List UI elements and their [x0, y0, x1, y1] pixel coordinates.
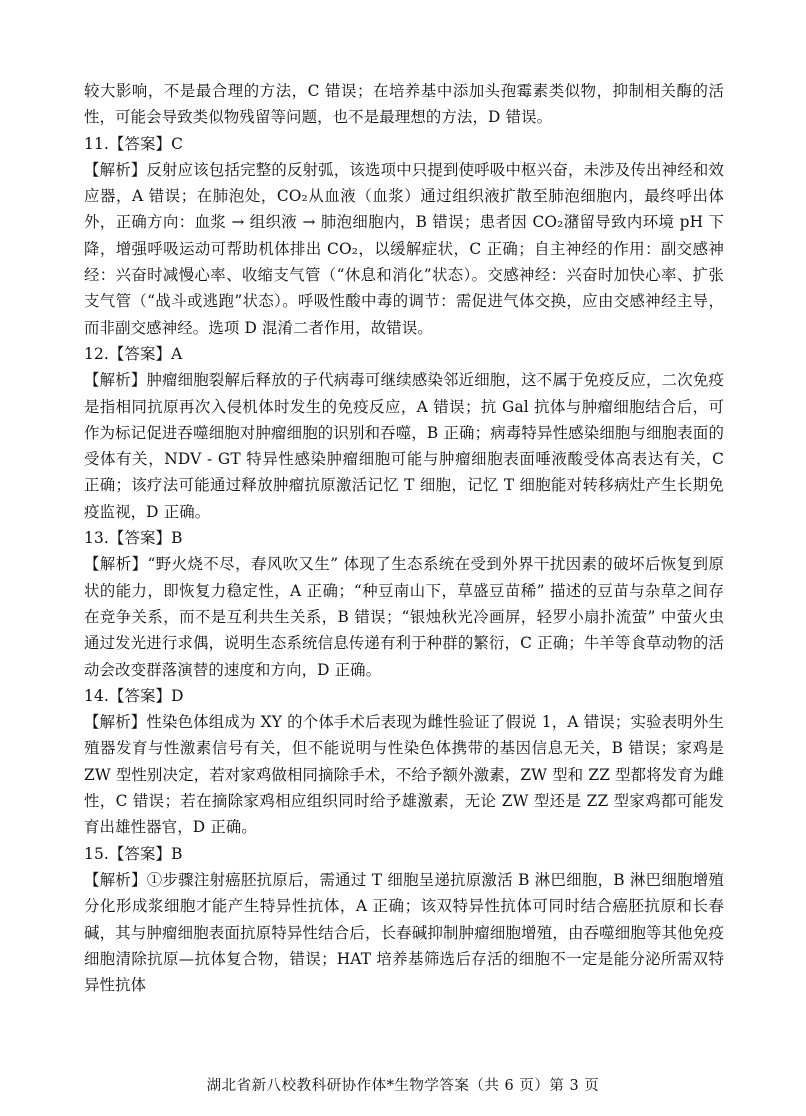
answer-14: 14.【答案】D	[84, 686, 184, 705]
answer-12: 12.【答案】A	[84, 344, 183, 363]
document-body	[84, 78, 724, 998]
answer-13: 13.【答案】B	[84, 529, 183, 548]
analysis-11: 【解析】反射应该包括完整的反射弧，该选项中只提到使呼吸中枢兴奋，未涉及传出神经和效应器，A 错误；在肺泡处，CO₂从血液（血浆）通过组织液扩散至肺泡细胞内，最终呼出体外，正确方向：血浆 → 组织液 → 肺泡细胞内，B 错误；患者因 CO₂潴留导致内环境 pH 下降，增强呼吸运动可帮助机体排出 CO₂，以缓解症状，C 正确；自主神经的作用：副交感神经：兴奋时减慢心率、收缩支气管（“休息和消化”状态）。交感神经：兴奋时加快心率、扩张支气管（“战斗或逃跑”状态）。呼吸性酸中毒的调节：需促进气体交换，应由交感神经主导，而非副交感神经。选项 D 混淆二者作用，故错误。	[84, 160, 724, 337]
analysis-14: 【解析】性染色体组成为 XY 的个体手术后表现为雌性验证了假说 1，A 错误；实验表明外生殖器发育与性激素信号有关，但不能说明与性染色体携带的基因信息无关，B 错误；家鸡是 ZW 型性别决定，若对家鸡做相同摘除手术，不给予额外激素，ZW 型和 ZZ 型都将发育为雌性，C 错误；若在摘除家鸡相应组织同时给予雄激素，无论 ZW 型还是 ZZ 型家鸡都可能发育出雄性器官，D 正确。	[84, 713, 724, 837]
paragraph-10-continued: 较大影响，不是最合理的方法，C 错误；在培养基中添加头孢霉素类似物，抑制相关酶的活性，可能会导致类似物残留等问题，也不是最理想的方法，D 错误。	[84, 82, 724, 127]
answer-15: 15.【答案】B	[84, 844, 183, 863]
page-footer: 湖北省新八校教科研协作体*生物学答案（共 6 页）第 3 页	[206, 1078, 600, 1094]
analysis-12: 【解析】肿瘤细胞裂解后释放的子代病毒可继续感染邻近细胞，这不属于免疫反应，二次免疫是指相同抗原再次入侵机体时发生的免疫反应，A 错误；抗 Gal 抗体与肿瘤细胞结合后，可作为标记促进吞噬细胞对肿瘤细胞的识别和吞噬，B 正确；病毒特异性感染细胞与细胞表面的受体有关，NDV - GT 特异性感染肿瘤细胞可能与肿瘤细胞表面唾液酸受体高表达有关，C 正确；该疗法可能通过释放肿瘤抗原激活记忆 T 细胞，记忆 T 细胞能对转移病灶产生长期免疫监视，D 正确。	[84, 371, 724, 521]
answer-11: 11.【答案】C	[84, 134, 184, 153]
analysis-15: 【解析】①步骤注射癌胚抗原后，需通过 T 细胞呈递抗原激活 B 淋巴细胞，B 淋巴细胞增殖分化形成浆细胞才能产生特异性抗体，A 正确；该双特异性抗体可同时结合癌胚抗原和长春碱，其与肿瘤细胞表面抗原特异性结合后，长春碱抑制肿瘤细胞增殖，由吞噬细胞等其他免疫细胞清除抗原—抗体复合物，错误；HAT 培养基筛选后存活的细胞不一定是能分泌所需双特异性抗体	[84, 870, 724, 995]
analysis-13: 【解析】“野火烧不尽，春风吹又生” 体现了生态系统在受到外界干扰因素的破坏后恢复到原状的能力，即恢复力稳定性，A 正确；“种豆南山下，草盛豆苗稀” 描述的豆苗与杂草之间存在竞争关系，而不是互利共生关系，B 错误；“银烛秋光冷画屏，轻罗小扇扑流萤” 中萤火虫通过发光进行求偶，说明生态系统信息传递有利于种群的繁衍，C 正确；牛羊等食草动物的活动会改变群落演替的速度和方向，D 正确。	[84, 555, 724, 679]
